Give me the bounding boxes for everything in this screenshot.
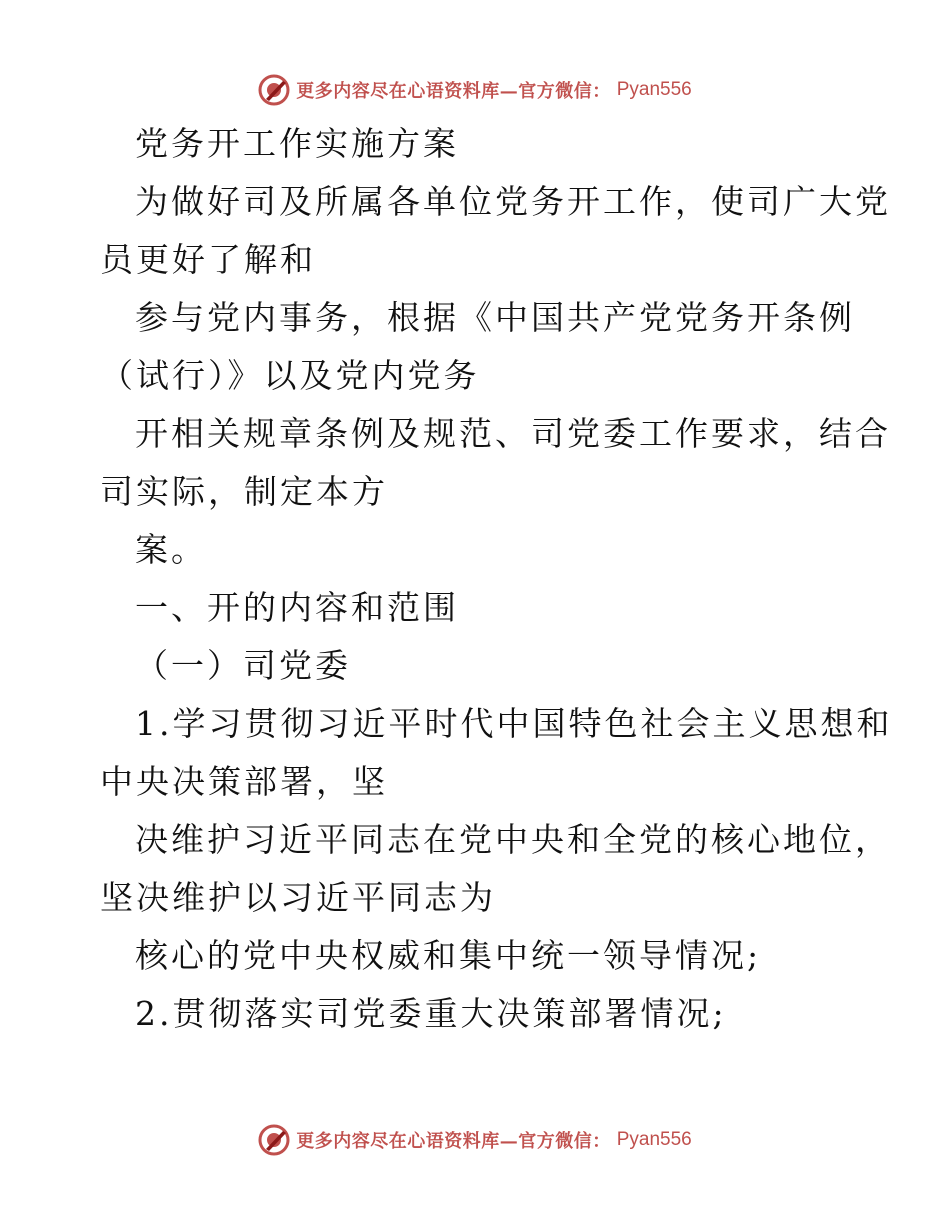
paragraph-line: 开相关规章条例及规范、司党委工作要求，结合 [135, 414, 891, 453]
paragraph-line: 为做好司及所属各单位党务开工作，使司广大党 [135, 182, 891, 221]
watermark-text: 更多内容尽在心语资料库—官方微信： [296, 1131, 611, 1152]
document-body [100, 115, 893, 1043]
footer-watermark [0, 1120, 950, 1160]
paragraph-line: 参与党内事务，根据《中国共产党党务开条例 [135, 298, 855, 337]
list-item-continuation: 决维护习近平同志在党中央和全党的核心地位， [135, 820, 891, 859]
paragraph-line: 司实际，制定本方 [100, 472, 388, 511]
paragraph-line: 员更好了解和 [100, 240, 316, 279]
header-watermark [0, 70, 950, 110]
list-item-continuation: 中央决策部署，坚 [100, 762, 388, 801]
list-item-continuation: 坚决维护以习近平同志为 [100, 878, 496, 917]
paragraph-line: 案。 [135, 530, 207, 569]
watermark-id: Pyan556 [616, 79, 692, 100]
doc-title: 党务开工作实施方案 [135, 124, 459, 163]
paragraph-line: （试行）》以及党内党务 [100, 356, 480, 395]
list-item: 1.学习贯彻习近平时代中国特色社会主义思想和 [135, 704, 893, 743]
watermark-logo-icon [258, 1124, 290, 1156]
watermark-id: Pyan556 [616, 1129, 692, 1150]
list-item: 2.贯彻落实司党委重大决策部署情况; [135, 994, 727, 1033]
watermark-logo-icon [258, 74, 290, 106]
section-heading: 一、开的内容和范围 [135, 588, 459, 627]
list-item-continuation: 核心的党中央权威和集中统一领导情况; [135, 936, 762, 975]
watermark-text: 更多内容尽在心语资料库—官方微信： [296, 81, 611, 102]
subsection-heading: （一）司党委 [135, 646, 351, 685]
